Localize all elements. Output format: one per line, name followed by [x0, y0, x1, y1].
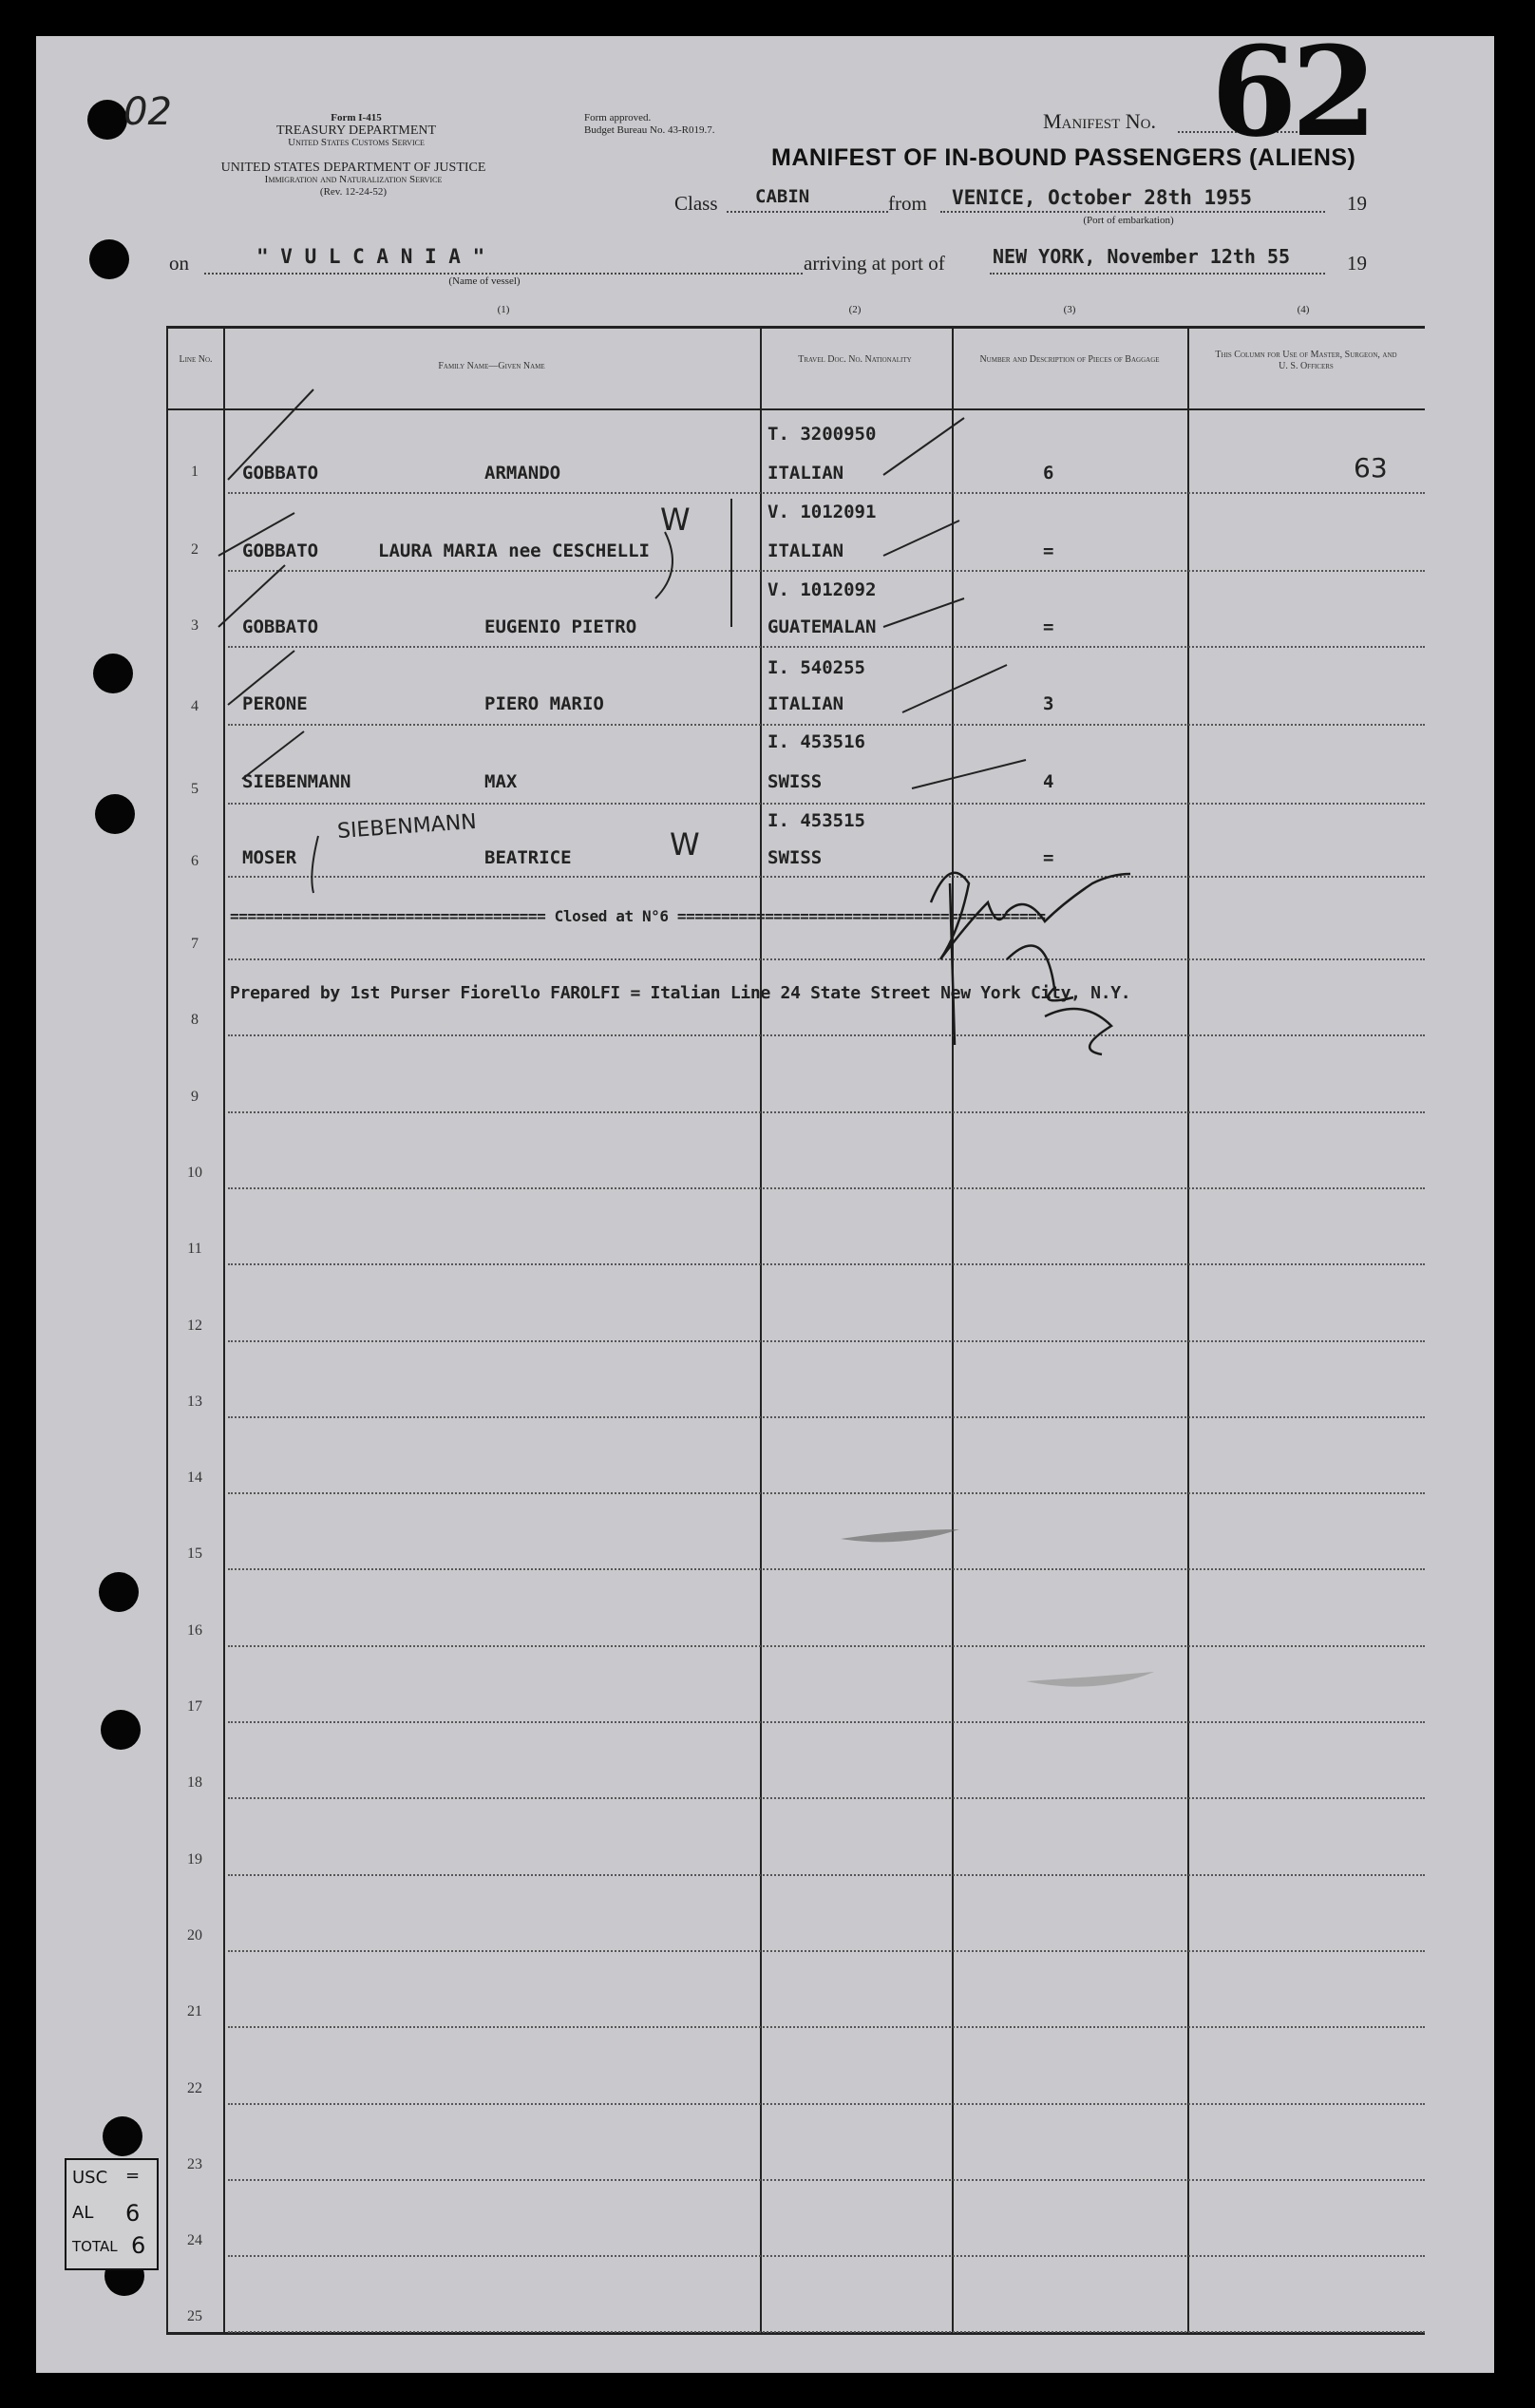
justice-department: UNITED STATES DEPARTMENT OF JUSTICE	[220, 161, 486, 175]
year-suffix-2: 19	[1347, 252, 1367, 275]
given-name: MAX	[484, 771, 518, 792]
row-number: 17	[187, 1698, 202, 1715]
row-number: 12	[187, 1318, 202, 1334]
baggage-count: 4	[1043, 771, 1054, 792]
row-number: 2	[191, 541, 199, 558]
row-number: 6	[191, 853, 199, 869]
col-header-baggage: Number and Description of Pieces of Baggage	[979, 354, 1160, 365]
faint-stamp-mark	[836, 1520, 969, 1558]
col-header-line-no: Line No.	[179, 354, 213, 365]
row-number: 15	[187, 1545, 202, 1562]
col-number-1: (1)	[497, 304, 510, 315]
row-number: 23	[187, 2156, 202, 2172]
nationality: SWISS	[768, 847, 823, 868]
col-header-doc: Travel Doc. No. Nationality	[798, 354, 912, 365]
row-number: 1	[191, 464, 199, 480]
baggage-count: =	[1043, 847, 1054, 868]
vessel-name: " V U L C A N I A "	[256, 245, 485, 268]
row-number: 19	[187, 1851, 202, 1868]
officer-number: 63	[1354, 452, 1388, 483]
closed-at-line: ==================================== Closed at N°6 ==========================================	[230, 907, 1046, 925]
family-name: MOSER	[242, 847, 297, 868]
from-label: from	[888, 192, 927, 215]
form-revision: (Rev. 12-24-52)	[319, 186, 388, 198]
row-number: 16	[187, 1622, 202, 1639]
tally-total-label: TOTAL	[72, 2238, 118, 2255]
tally-usc-value: =	[125, 2166, 141, 2186]
row-number: 7	[191, 936, 199, 952]
baggage-count: =	[1043, 616, 1054, 637]
manifest-number-stamp: 62	[1211, 19, 1372, 164]
manifest-title: MANIFEST OF IN-BOUND PASSENGERS (ALIENS)	[771, 144, 1356, 171]
family-name: PERONE	[242, 693, 308, 714]
customs-service: United States Customs Service	[288, 137, 425, 148]
tally-total-value: 6	[131, 2232, 146, 2259]
faint-stamp-mark	[1021, 1658, 1164, 1696]
given-name: ARMANDO	[484, 463, 561, 483]
nationality: ITALIAN	[768, 463, 844, 483]
given-name: BEATRICE	[484, 847, 572, 868]
arrival-value: NEW YORK, November 12th 55	[993, 245, 1291, 268]
officer-signature	[912, 845, 1159, 1073]
row-number: 20	[187, 1927, 202, 1943]
row-number: 22	[187, 2080, 202, 2096]
given-name: PIERO MARIO	[484, 693, 604, 714]
col-header-officers: This Column for Use of Master, Surgeon, and U. S. Officers	[1215, 350, 1397, 371]
tally-al-label: AL	[72, 2203, 94, 2223]
baggage-count: =	[1043, 540, 1054, 561]
travel-doc: T. 3200950	[768, 424, 877, 445]
port-embarkation-caption: (Port of embarkation)	[1083, 215, 1174, 226]
budget-bureau: Budget Bureau No. 43-R019.7.	[584, 124, 715, 136]
baggage-count: 6	[1043, 463, 1054, 483]
tally-usc-label: USC	[72, 2168, 108, 2188]
row-number: 3	[191, 617, 199, 634]
nationality: ITALIAN	[768, 540, 844, 561]
manifest-no-label: Manifest No.	[1043, 109, 1156, 133]
col-number-4: (4)	[1297, 304, 1310, 315]
travel-doc: V. 1012091	[768, 502, 877, 522]
col-header-name: Family Name—Given Name	[438, 361, 545, 371]
row-number: 21	[187, 2003, 202, 2019]
family-name: SIEBENMANN	[242, 771, 351, 792]
ins-service: Immigration and Naturalization Service	[264, 174, 443, 185]
year-suffix: 19	[1347, 192, 1367, 215]
given-name: LAURA MARIA nee CESCHELLI	[378, 540, 650, 561]
class-label: Class	[674, 192, 718, 215]
baggage-count: 3	[1043, 693, 1054, 714]
travel-doc: I. 453516	[768, 731, 865, 752]
embarkation-value: VENICE, October 28th 1955	[952, 186, 1253, 209]
class-value: CABIN	[755, 186, 810, 207]
row-number: 8	[191, 1012, 199, 1028]
form-number: Form I-415	[331, 112, 382, 123]
row-number: 4	[191, 698, 199, 714]
travel-doc: I. 453515	[768, 810, 865, 831]
handwritten-w-mark: W	[670, 826, 700, 863]
row-number: 14	[187, 1469, 202, 1486]
tally-al-value: 6	[125, 2200, 141, 2227]
vessel-caption: (Name of vessel)	[448, 275, 521, 287]
prepared-by-line: Prepared by 1st Purser Fiorello FAROLFI = Italian Line 24 State Street New York City, N.Y.	[230, 983, 1131, 1003]
handwritten-name-correction: SIEBENMANN	[336, 809, 478, 844]
travel-doc: V. 1012092	[768, 579, 877, 600]
travel-doc: I. 540255	[768, 657, 865, 678]
family-name: GOBBATO	[242, 616, 319, 637]
row-number: 24	[187, 2232, 202, 2248]
treasury-department: TREASURY DEPARTMENT	[275, 123, 437, 138]
tally-box	[65, 2158, 159, 2270]
row-number: 10	[187, 1165, 202, 1181]
family-name: GOBBATO	[242, 540, 319, 561]
nationality: SWISS	[768, 771, 823, 792]
given-name: EUGENIO PIETRO	[484, 616, 637, 637]
row-number: 13	[187, 1394, 202, 1410]
form-approved: Form approved.	[584, 112, 652, 123]
arriving-label: arriving at port of	[804, 252, 945, 275]
col-number-2: (2)	[848, 304, 862, 315]
row-number: 11	[187, 1241, 202, 1257]
nationality: GUATEMALAN	[768, 616, 877, 637]
handwritten-w-mark: W	[660, 502, 691, 538]
family-name: GOBBATO	[242, 463, 319, 483]
on-label: on	[169, 252, 189, 275]
row-number: 18	[187, 1774, 202, 1791]
row-number: 5	[191, 781, 199, 797]
corner-handwritten-note: 02	[123, 90, 172, 134]
row-number: 9	[191, 1089, 199, 1105]
nationality: ITALIAN	[768, 693, 844, 714]
row-number: 25	[187, 2308, 202, 2324]
col-number-3: (3)	[1063, 304, 1076, 315]
